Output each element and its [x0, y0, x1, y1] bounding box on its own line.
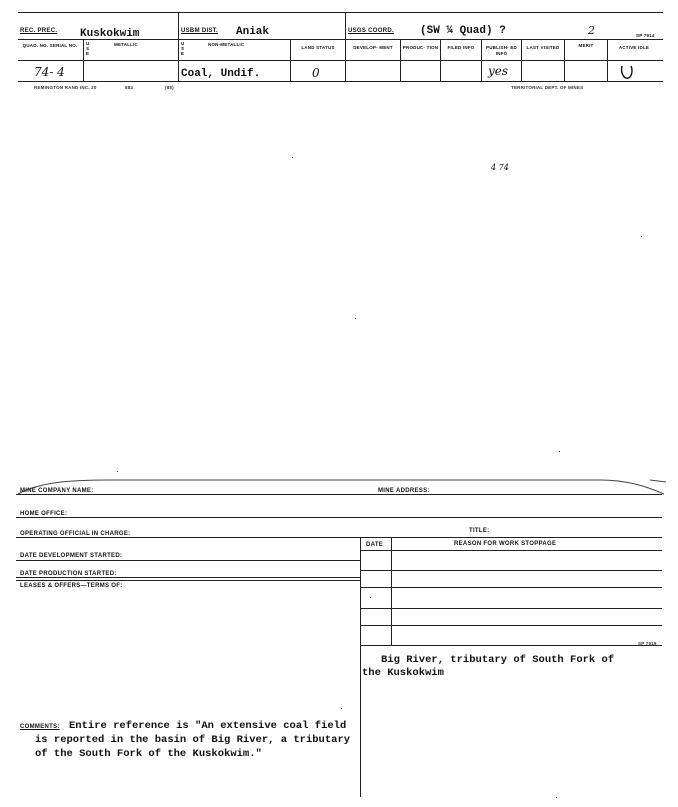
metallic-header: METALLIC: [114, 42, 139, 47]
speck: [641, 236, 642, 237]
non-metallic-header: NON-METALLIC: [208, 42, 245, 47]
date-development-started-label: DATE DEVELOPMENT STARTED:: [20, 553, 123, 559]
card-edge: [0, 470, 678, 500]
last-visited-header: LAST VISITED: [526, 45, 560, 50]
production-header: PRODUC- TION: [402, 45, 439, 50]
leases-offers-label: LEASES & OFFERS—TERMS OF:: [20, 583, 123, 589]
usgs-coord-value: (SW ¼ Quad) ?: [420, 25, 506, 37]
stray-mark: 4 74: [491, 163, 509, 172]
merit-header: MERIT: [578, 43, 594, 48]
speck: [559, 451, 560, 452]
date-column-header: DATE: [366, 542, 384, 548]
serial-no-header: SERIAL NO.: [49, 43, 78, 48]
printer-code: 883: [125, 85, 134, 90]
quad-serial-value: 74- 4: [34, 65, 65, 79]
use-mark-metallic: U S E: [86, 41, 90, 56]
comments-label: COMMENTS:: [20, 724, 60, 730]
land-status-value: 0: [312, 66, 320, 80]
comments-line-3: of the South Fork of the Kuskokwim.": [35, 748, 262, 760]
printer-label: REMINGTON RAND INC. 20: [34, 85, 97, 90]
reason-column-header: REASON FOR WORK STOPPAGE: [454, 541, 557, 547]
form-code: SP 7914: [636, 33, 655, 38]
quad-serial-header: [20, 43, 80, 49]
use-mark-nonmetallic: U S E: [181, 41, 185, 56]
printer-code-2: (88): [165, 85, 174, 90]
published-info-header: PUBLISH- ED INFO: [486, 45, 517, 56]
active-idle-header: ACTIVE IDLE: [618, 45, 650, 50]
mine-company-name-label: MINE COMPANY NAME:: [20, 488, 94, 494]
filed-info-header: FILED INFO: [447, 45, 475, 50]
rec-prec-value: Kuskokwim: [80, 28, 140, 40]
land-status-header: LAND STATUS: [301, 45, 335, 50]
active-idle-mark-icon: [618, 63, 638, 85]
non-metallic-value: Coal, Undif.: [181, 68, 261, 80]
date-production-started-label: DATE PRODUCTION STARTED:: [20, 571, 117, 577]
speck: [341, 708, 342, 709]
comments-line-2: is reported in the basin of Big River, a tributary: [35, 734, 351, 746]
right-form-code: SP 7919: [638, 641, 657, 646]
development-header: DEVELOP- MENT: [353, 45, 393, 50]
operating-official-label: OPERATING OFFICIAL IN CHARGE:: [20, 531, 131, 537]
speck: [292, 157, 293, 158]
speck: [370, 597, 371, 598]
quad-no-header: QUAD. NO.: [22, 43, 49, 48]
usbm-dist-label: USBM DIST.: [181, 28, 219, 34]
title-label: TITLE:: [469, 528, 490, 534]
usbm-dist-value: Aniak: [236, 26, 270, 38]
mine-address-label: MINE ADDRESS:: [378, 488, 430, 494]
location-note-line-1: Big River, tributary of South Fork of: [381, 654, 615, 666]
home-office-label: HOME OFFICE:: [20, 511, 68, 517]
department-label: TERRITORIAL DEPT. OF MINES: [511, 85, 584, 90]
published-info-value: yes: [488, 64, 509, 78]
comments-line-1: Entire reference is "An extensive coal field: [69, 720, 347, 732]
speck: [355, 318, 356, 319]
usgs-coord-label: USGS COORD.: [348, 28, 394, 34]
location-note-line-2: the Kuskokwim: [362, 667, 444, 679]
rec-prec-label: REC. PREC.: [20, 28, 58, 34]
usgs-coord-mark: 2: [588, 24, 595, 37]
speck: [556, 797, 557, 798]
